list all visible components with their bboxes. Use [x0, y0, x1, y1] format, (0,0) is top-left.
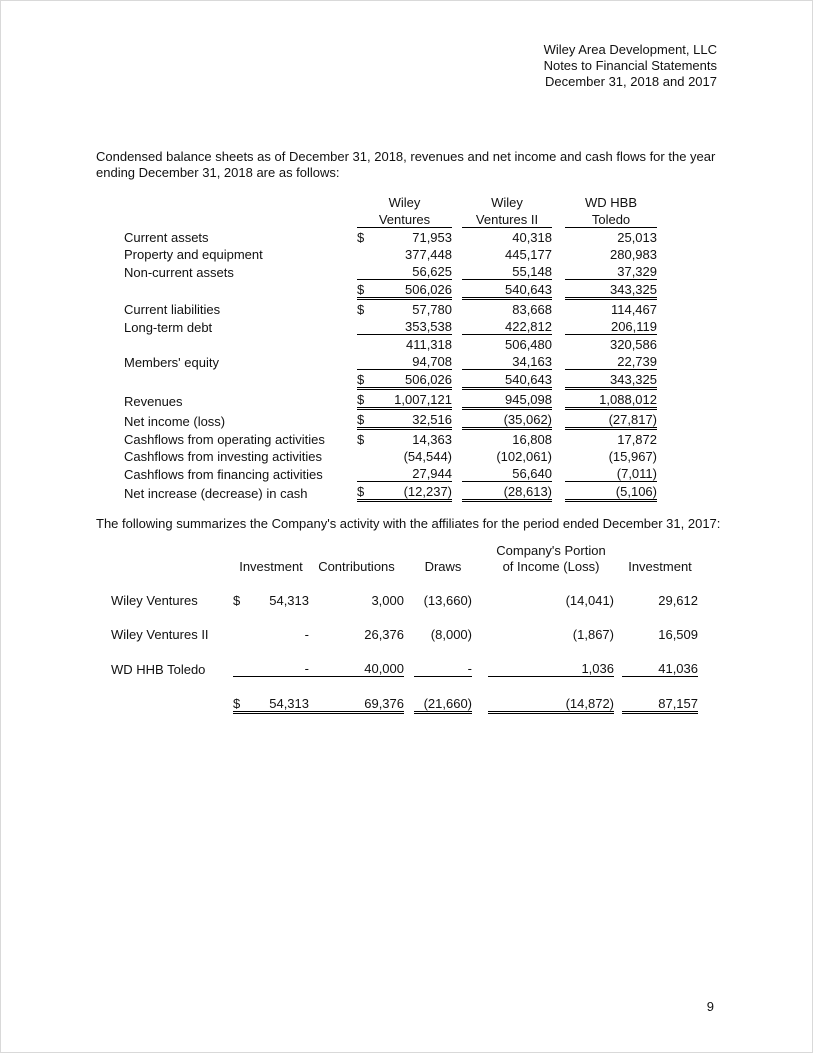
col-header-wiley-ventures-ii-line2: Ventures II: [462, 210, 552, 228]
row-label: Long-term debt: [124, 319, 213, 335]
dollar-sign: [357, 464, 375, 482]
value-portion-of-income-loss: (14,041): [565, 593, 614, 608]
value-wd-hbb-toledo: (27,817): [565, 410, 657, 429]
value-wiley-ventures: 71,953: [412, 230, 452, 245]
dollar-sign: [233, 642, 251, 677]
row-wd-hhb-toledo: [111, 642, 698, 677]
col-header-contributions: Contributions: [318, 559, 395, 574]
value-wiley-ventures: (54,544): [403, 449, 452, 464]
value-wd-hbb-toledo: 22,739: [565, 352, 657, 370]
dollar-sign: [357, 317, 375, 335]
value-wd-hbb-toledo: (5,106): [565, 482, 657, 501]
dollar-sign: [357, 352, 375, 370]
column-gap: [452, 447, 462, 464]
row-current-liabilities: [124, 300, 657, 317]
value-wiley-ventures: 411,318: [405, 337, 452, 352]
value-wiley-ventures-ii: 55,148: [462, 262, 552, 280]
dollar-sign: [233, 608, 251, 642]
column-gap: [472, 574, 488, 608]
column-gap: [404, 558, 414, 574]
dollar-sign: $: [357, 390, 375, 409]
column-gap: [614, 542, 622, 558]
dollar-sign: $: [357, 280, 375, 299]
value-wiley-ventures-ii: 506,480: [505, 337, 552, 352]
column-gap: [552, 335, 565, 353]
value-investment-ending: 29,612: [658, 593, 698, 608]
row-non-current-assets: [124, 262, 657, 280]
column-gap: [452, 210, 462, 228]
column-header-row-line1: [124, 193, 657, 210]
intro-paragraph: Condensed balance sheets as of December 31, 2018, revenues and net income and cash flows for the year ending December 31, 2018 are as follows:: [96, 149, 716, 180]
column-gap: [452, 464, 462, 482]
value-wd-hbb-toledo: (15,967): [608, 449, 657, 464]
value-wd-hbb-toledo: 206,119: [565, 317, 657, 335]
value-investment-ending: 87,157: [622, 677, 698, 713]
value-investment: 54,313: [251, 677, 309, 713]
value-wiley-ventures: 14,363: [412, 432, 452, 447]
dollar-sign: [357, 335, 375, 353]
row-label: Cashflows from financing activities: [124, 466, 323, 482]
dollar-sign: $: [233, 677, 251, 713]
row-property-and-equipment: [124, 245, 657, 262]
dollar-sign: $: [357, 482, 375, 501]
column-gap: [472, 642, 488, 677]
value-portion-of-income-loss: (14,872): [488, 677, 614, 713]
dollar-sign: [357, 447, 375, 464]
column-gap: [452, 245, 462, 262]
row-net-income-loss: [124, 410, 657, 429]
column-gap: [452, 352, 462, 370]
column-gap: [452, 193, 462, 210]
row-label: WD HHB Toledo: [111, 661, 206, 677]
value-wd-hbb-toledo: 114,467: [610, 302, 657, 317]
column-gap: [404, 608, 414, 642]
row-label: Cashflows from investing activities: [124, 449, 322, 464]
column-gap: [552, 370, 565, 389]
page-number: 9: [706, 999, 714, 1014]
row-total-liabilities: [124, 335, 657, 353]
column-gap: [452, 280, 462, 299]
value-wiley-ventures: 27,944: [375, 464, 452, 482]
value-wiley-ventures-ii: 34,163: [462, 352, 552, 370]
row-label: Members' equity: [124, 354, 219, 370]
value-portion-of-income-loss: 1,036: [488, 642, 614, 677]
document-title: Notes to Financial Statements: [543, 58, 717, 73]
document-date: December 31, 2018 and 2017: [544, 74, 717, 89]
value-contributions: 69,376: [309, 677, 404, 713]
column-gap: [552, 390, 565, 409]
spacer-cell: [111, 542, 233, 558]
col-header-wiley-ventures-line1: Wiley: [388, 195, 421, 210]
dollar-sign: $: [357, 230, 365, 245]
col-header-wiley-ventures-ii-line1: Wiley: [491, 195, 523, 210]
column-gap: [552, 228, 565, 245]
row-cashflows-operating: [124, 430, 657, 447]
document-header: [1, 1, 717, 90]
column-gap: [452, 262, 462, 280]
col-header-wd-hbb-toledo-line1: WD HBB: [585, 195, 637, 210]
spacer-cell: [233, 542, 309, 558]
column-gap: [552, 317, 565, 335]
column-gap: [614, 574, 622, 608]
condensed-balance-sheet-table: [124, 193, 657, 502]
column-gap: [452, 390, 462, 409]
value-investment: -: [304, 627, 309, 642]
value-wiley-ventures: 56,625: [375, 262, 452, 280]
column-gap: [552, 352, 565, 370]
value-wd-hbb-toledo: 343,325: [565, 280, 657, 299]
value-wiley-ventures-ii: (28,613): [462, 482, 552, 501]
column-gap: [452, 482, 462, 501]
value-wiley-ventures: 506,026: [375, 280, 452, 299]
value-contributions: 3,000: [371, 593, 404, 608]
spacer-cell: [124, 193, 357, 210]
column-gap: [452, 317, 462, 335]
dollar-sign: $: [357, 432, 365, 447]
row-label: [124, 280, 357, 299]
value-wd-hbb-toledo: 280,983: [610, 247, 657, 262]
col-header-wd-hbb-toledo-line2: Toledo: [565, 210, 657, 228]
column-gap: [404, 677, 414, 713]
dollar-sign: $: [357, 302, 365, 317]
row-label: [111, 677, 233, 713]
column-header-row-line2: [124, 210, 657, 228]
row-total-assets: [124, 280, 657, 299]
column-gap: [452, 430, 462, 447]
row-revenues: [124, 390, 657, 409]
column-gap: [552, 447, 565, 464]
spacer-cell: [414, 542, 472, 558]
col-header-companys-portion-line1: Company's Portion: [496, 543, 606, 558]
col-header-investment-ending: Investment: [628, 559, 692, 574]
value-wd-hbb-toledo: 25,013: [617, 230, 657, 245]
value-wiley-ventures-ii: 540,643: [462, 370, 552, 389]
row-label: Net increase (decrease) in cash: [124, 485, 308, 501]
spacer-cell: [124, 210, 357, 228]
value-wd-hbb-toledo: 320,586: [610, 337, 657, 352]
column-gap: [452, 228, 462, 245]
row-label: Current liabilities: [124, 302, 221, 317]
spacer-cell: [622, 542, 698, 558]
row-net-increase-decrease-in-cash: [124, 482, 657, 501]
column-gap: [452, 410, 462, 429]
value-investment: 54,313: [269, 593, 309, 608]
column-gap: [472, 677, 488, 713]
column-gap: [552, 193, 565, 210]
column-gap: [404, 542, 414, 558]
row-total-liabilities-and-equity: [124, 370, 657, 389]
dollar-sign: $: [357, 370, 375, 389]
column-gap: [552, 464, 565, 482]
value-wiley-ventures: 32,516: [375, 410, 452, 429]
col-header-draws: Draws: [424, 559, 462, 574]
value-wd-hbb-toledo: 17,872: [617, 432, 657, 447]
value-draws: (8,000): [430, 627, 472, 642]
value-wiley-ventures-ii: 16,808: [512, 432, 552, 447]
row-wiley-ventures: [111, 574, 698, 608]
spacer-cell: [111, 558, 233, 574]
col-header-wiley-ventures-line2: Ventures: [357, 210, 452, 228]
value-investment-ending: 41,036: [622, 642, 698, 677]
dollar-sign: [357, 262, 375, 280]
value-portion-of-income-loss: (1,867): [572, 627, 614, 642]
column-header-row-line2: [111, 558, 698, 574]
column-gap: [614, 608, 622, 642]
column-gap: [614, 558, 622, 574]
row-totals: [111, 677, 698, 713]
column-gap: [472, 558, 488, 574]
column-gap: [614, 677, 622, 713]
value-wiley-ventures-ii: 445,177: [505, 247, 552, 262]
value-contributions: 40,000: [309, 642, 404, 677]
affiliate-activity-table: [111, 542, 698, 714]
column-gap: [552, 245, 565, 262]
value-wiley-ventures: 506,026: [375, 370, 452, 389]
value-wiley-ventures-ii: 56,640: [462, 464, 552, 482]
row-cashflows-investing: [124, 447, 657, 464]
value-wd-hbb-toledo: (7,011): [565, 464, 657, 482]
column-gap: [472, 542, 488, 558]
row-label: Wiley Ventures: [111, 593, 198, 608]
value-wiley-ventures-ii: (35,062): [462, 410, 552, 429]
column-gap: [552, 210, 565, 228]
value-wiley-ventures: 57,780: [412, 302, 452, 317]
row-label: [124, 370, 357, 389]
dollar-sign: $: [357, 410, 375, 429]
row-label: Wiley Ventures II: [111, 627, 209, 642]
column-gap: [404, 574, 414, 608]
column-gap: [552, 482, 565, 501]
value-wiley-ventures-ii: 40,318: [512, 230, 552, 245]
value-wiley-ventures-ii: (102,061): [496, 449, 552, 464]
value-wiley-ventures: 377,448: [405, 247, 452, 262]
value-wd-hbb-toledo: 37,329: [565, 262, 657, 280]
column-gap: [552, 410, 565, 429]
row-members-equity: [124, 352, 657, 370]
value-wiley-ventures: (12,237): [375, 482, 452, 501]
column-gap: [404, 642, 414, 677]
value-draws: (13,660): [423, 593, 472, 608]
row-label: Net income (loss): [124, 413, 226, 429]
activity-summary-paragraph: The following summarizes the Company's activity with the affiliates for the period ended December 31, 2017:: [96, 516, 721, 531]
row-label: Property and equipment: [124, 247, 263, 262]
value-draws: -: [414, 642, 472, 677]
column-gap: [614, 642, 622, 677]
column-gap: [552, 262, 565, 280]
row-label: [124, 335, 357, 353]
row-current-assets: [124, 228, 657, 245]
value-wiley-ventures: 353,538: [375, 317, 452, 335]
row-label: Cashflows from operating activities: [124, 432, 325, 447]
row-label: Non-current assets: [124, 264, 234, 280]
value-wiley-ventures: 94,708: [375, 352, 452, 370]
value-draws: (21,660): [414, 677, 472, 713]
dollar-sign: $: [233, 593, 241, 608]
column-gap: [552, 280, 565, 299]
col-header-investment: Investment: [239, 559, 303, 574]
value-wiley-ventures-ii: 945,098: [462, 390, 552, 409]
value-wiley-ventures-ii: 83,668: [512, 302, 552, 317]
value-wiley-ventures: 1,007,121: [375, 390, 452, 409]
column-header-row-line1: [111, 542, 698, 558]
spacer-cell: [309, 542, 404, 558]
column-gap: [452, 335, 462, 353]
col-header-companys-portion-line2: of Income (Loss): [502, 559, 600, 574]
value-investment-ending: 16,509: [658, 627, 698, 642]
column-gap: [472, 608, 488, 642]
value-wd-hbb-toledo: 1,088,012: [565, 390, 657, 409]
row-label: Current assets: [124, 230, 209, 245]
value-wiley-ventures-ii: 540,643: [462, 280, 552, 299]
value-contributions: 26,376: [364, 627, 404, 642]
value-wiley-ventures-ii: 422,812: [462, 317, 552, 335]
company-name: Wiley Area Development, LLC: [543, 42, 717, 57]
row-wiley-ventures-ii: [111, 608, 698, 642]
value-wd-hbb-toledo: 343,325: [565, 370, 657, 389]
column-gap: [452, 370, 462, 389]
value-investment: -: [251, 642, 309, 677]
dollar-sign: [357, 245, 375, 262]
column-gap: [552, 430, 565, 447]
row-long-term-debt: [124, 317, 657, 335]
column-gap: [552, 300, 565, 317]
column-gap: [452, 300, 462, 317]
row-label: Revenues: [124, 393, 183, 409]
row-cashflows-financing: [124, 464, 657, 482]
